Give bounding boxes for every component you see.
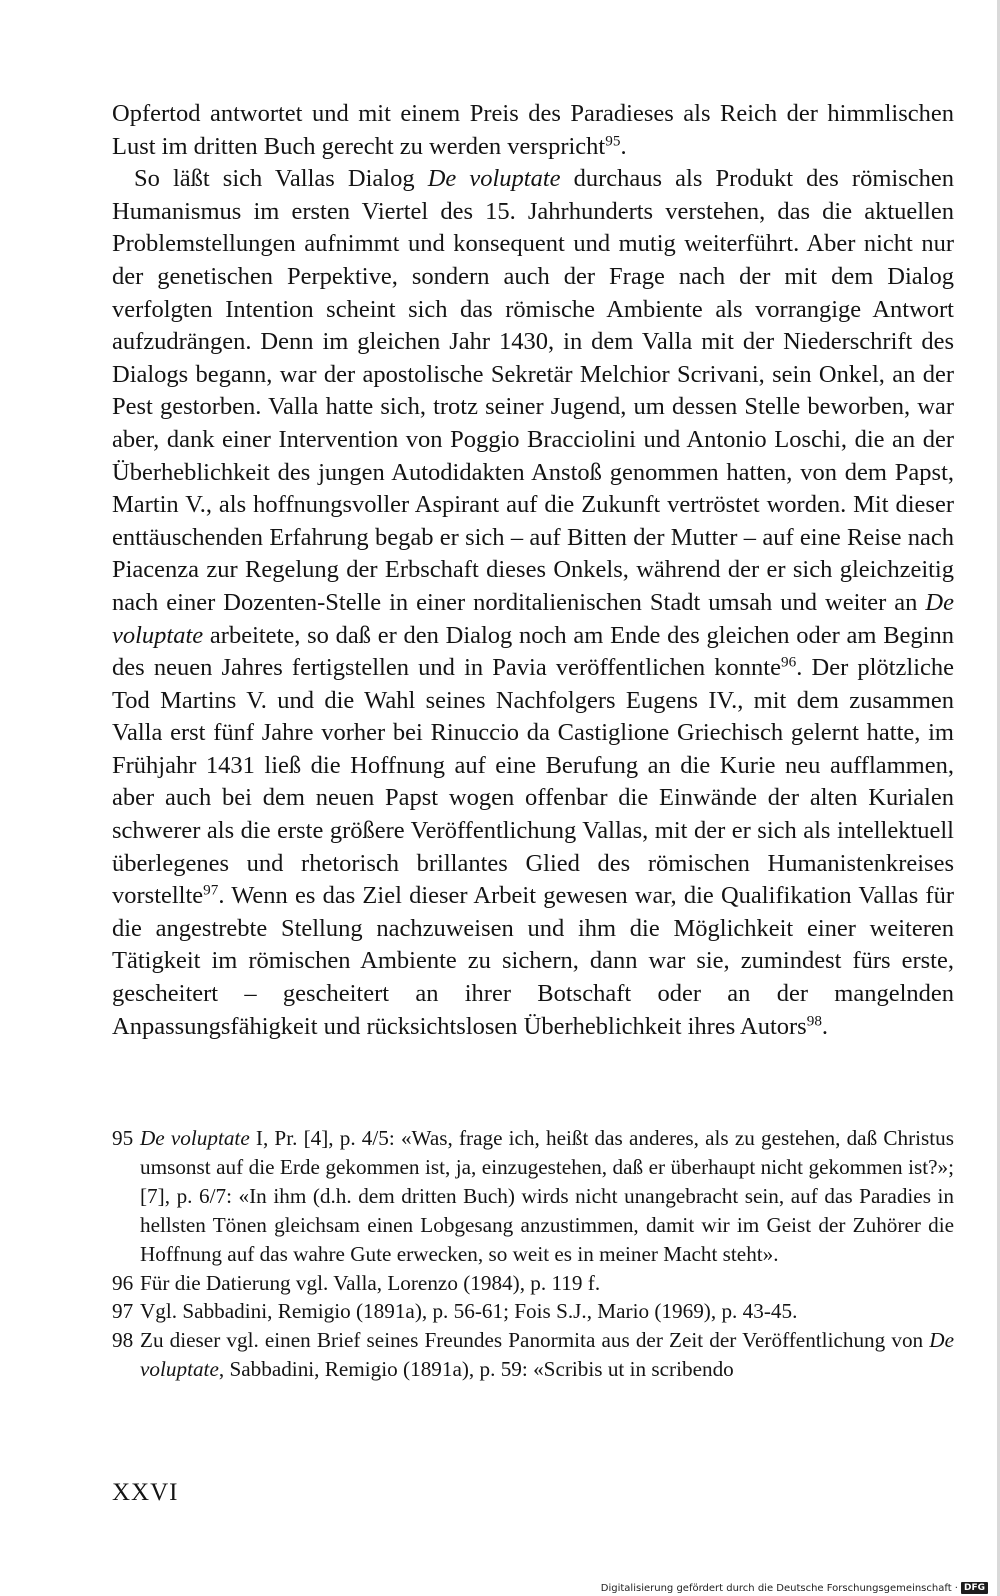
footnote-ref-97[interactable]: 97 xyxy=(203,881,219,899)
paragraph-2 xyxy=(112,163,954,1043)
paragraph-text: Opfertod antwortet und mit einem Preis des Paradieses als Reich der himmlischen Lust im dritten Buch gerecht zu werden verspricht xyxy=(112,100,954,160)
footnote-ref-95[interactable]: 95 xyxy=(605,132,621,150)
digitization-footer xyxy=(601,1582,988,1594)
paragraph-text: So läßt sich Vallas Dialog xyxy=(134,165,428,193)
footnote-95 xyxy=(112,1124,954,1269)
body-text xyxy=(112,98,954,1043)
paragraph-text: durchaus als Produkt des römischen Humanismus im ersten Viertel des 15. Jahrhunderts verstehen, das die aktuellen Problemstellungen aufnimmt und konsequent und mutig weiterführt. Aber nicht nur der genetischen Perpektive, sondern auch der Frage nach der mit dem Dialog verfolgten Intention scheint sich das römische Ambiente als vorrangige Antwort aufzudrängen. Denn im gleichen Jahr 1430, in dem Valla mit der Niederschrift des Dialogs begann, war der apostolische Sekretär Melchior Scrivani, sein Onkel, an der Pest gestorben. Valla hatte sich, trotz seiner Jugend, um dessen Stelle beworben, war aber, dank einer Intervention von Poggio Bracciolini und Antonio Loschi, die an der Überheblichkeit des jungen Autodidakten Anstoß genommen hatten, von dem Papst, Martin V., als hoffnungsvoller Aspirant auf die Zukunft vertröstet worden. Mit dieser enttäuschenden Erfahrung begab er sich – auf Bitten der Mutter – auf eine Reise nach Piacenza zur Regelung der Erbschaft dieses Onkels, während der er sich gleichzeitig nach einer Dozenten-Stelle in einer norditalienischen Stadt umsah und weiter an xyxy=(112,165,954,616)
footnote-ref-98[interactable]: 98 xyxy=(806,1012,822,1030)
footnote-text xyxy=(140,1124,954,1269)
paragraph-1 xyxy=(112,98,954,163)
footnote-text xyxy=(140,1326,954,1384)
footnotes xyxy=(112,1124,954,1384)
footnote-number: 95 xyxy=(112,1126,134,1150)
work-title: De voluptate xyxy=(140,1328,954,1382)
footnote-body: , Sabbadini, Remigio (1891a), p. 59: «Scribis ut in scribendo xyxy=(218,1357,734,1382)
footnote-96 xyxy=(112,1269,954,1298)
footnote-97 xyxy=(112,1297,954,1326)
work-title: De voluptate xyxy=(112,588,954,649)
footnote-number: 96 xyxy=(112,1270,134,1295)
work-title: De voluptate xyxy=(427,165,561,193)
dfg-logo: DFG xyxy=(961,1582,988,1594)
footnote-text: Vgl. Sabbadini, Remigio (1891a), p. 56-61; Fois S.J., Mario (1969), p. 43-45. xyxy=(140,1299,798,1324)
punctuation: . xyxy=(821,1012,829,1040)
paragraph-text: . Der plötzliche Tod Martins V. und die Wahl seines Nachfolgers Eugens IV., mit dem zusammen Valla erst fünf Jahre vorher bei Rinuccio da Castiglione Griechisch gelernt hatte, im Frühjahr 1431 ließ die Hoffnung auf eine Berufung an die Kurie neu aufflammen, aber auch bei dem neuen Papst wogen offenbar die Einwände der alten Kurialen schwerer als die erste größere Veröffentlichung Vallas, mit der er sich als intellektuell überlegenes und rhetorisch brillantes Glied des römischen Humanistenkreises vorstellte xyxy=(112,654,955,910)
footnote-ref-96[interactable]: 96 xyxy=(781,653,797,671)
footnote-number: 98 xyxy=(112,1328,134,1353)
footnote-number: 97 xyxy=(112,1299,134,1324)
footnote-body: I, Pr. [4], p. 4/5: «Was, frage ich, heißt das anderes, als zu gestehen, daß Christus umsonst auf die Erde gekommen ist, ja, einzugestehen, daß er überhaupt nicht gekommen ist?»; [7], p. 6/7: «In ihm (d.h. dem dritten Buch) wirds nicht unangebracht sein, auf das Paradies in hellsten Tönen gleichsam einen Lobgesang anzustimmen, damit wir im Geist der Zuhörer die Hoffnung auf das wahre Gute erwecken, so weit es in meiner Macht steht». xyxy=(140,1126,954,1266)
footnote-98 xyxy=(112,1326,954,1384)
footnote-body: Zu dieser vgl. einen Brief seines Freundes Panormita aus der Zeit der Veröffentlichung von xyxy=(140,1328,930,1353)
punctuation: . xyxy=(620,132,627,160)
page-number: XXVI xyxy=(112,1479,179,1506)
paragraph-text: arbeitete, so daß er den Dialog noch am Ende des gleichen oder am Beginn des neuen Jahres fertigstellen und in Pavia veröffentlichen konnte xyxy=(112,621,954,682)
paragraph-text: . Wenn es das Ziel dieser Arbeit gewesen war, die Qualifikation Vallas für die angestrebte Stellung nachzuweisen und ihm die Möglichkeit einer weiteren Tätigkeit im römischen Ambiente zu sichern, dann war sie, zumindest fürs erste, gescheitert – gescheitert an ihrer Botschaft oder an der mangelnden Anpassungsfähigkeit und rücksichtslosen Überheblichkeit ihres Autors xyxy=(112,882,954,1040)
digitization-note: Digitalisierung gefördert durch die Deutsche Forschungsgemeinschaft · xyxy=(600,1582,958,1594)
work-title: De voluptate xyxy=(140,1126,250,1150)
footnote-text: Für die Datierung vgl. Valla, Lorenzo (1984), p. 119 f. xyxy=(140,1270,601,1295)
